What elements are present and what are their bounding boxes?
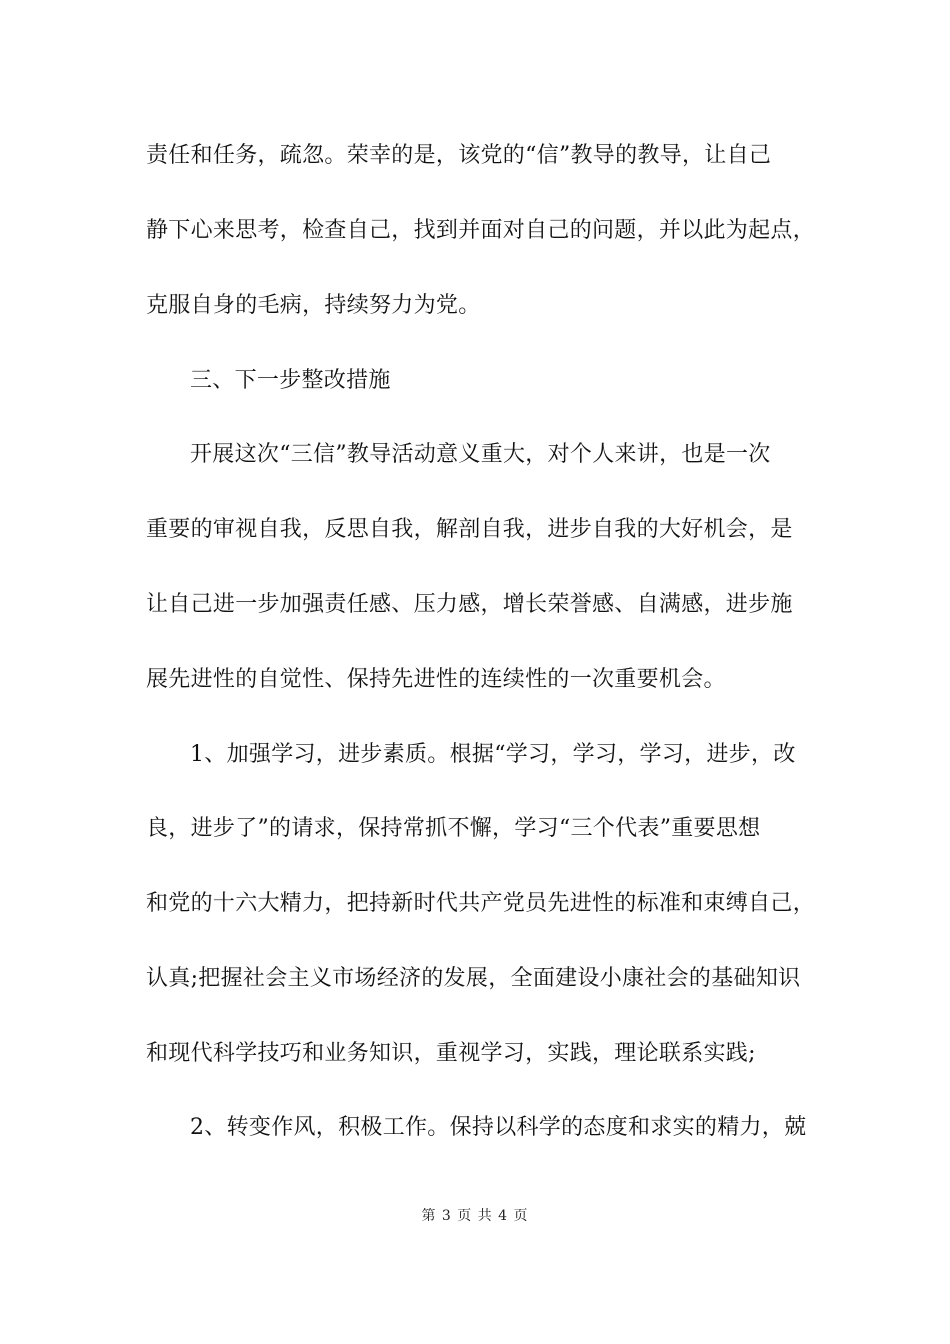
- body-text-line: 和党的十六大精力，把持新时代共产党员先进性的标准和束缚自己，: [146, 891, 816, 916]
- body-text-line: 克服自身的毛病，持续努力为党。: [146, 293, 481, 318]
- list-item-1: 1、加强学习，进步素质。根据“学习，学习，学习，进步，改: [190, 742, 796, 767]
- list-item-2: 2、转变作风，积极工作。保持以科学的态度和求实的精力，兢: [190, 1115, 807, 1140]
- body-text-line: 开展这次“三信”教导活动意义重大，对个人来讲，也是一次: [190, 442, 771, 467]
- body-text-line: 和现代科学技巧和业务知识，重视学习，实践，理论联系实践;: [146, 1041, 756, 1066]
- page-number-footer: 第 3 页 共 4 页: [421, 1208, 529, 1224]
- body-text-line: 重要的审视自我，反思自我，解剖自我，进步自我的大好机会，是: [146, 517, 793, 542]
- body-text-line: 让自己进一步加强责任感、压力感，增长荣誉感、自满感，进步施: [146, 592, 793, 617]
- body-text-line: 良，进步了”的请求，保持常抓不懈，学习“三个代表”重要思想: [146, 816, 761, 841]
- body-text-line: 责任和任务，疏忽。荣幸的是，该党的“信”教导的教导，让自己: [146, 143, 772, 168]
- body-text-line: 静下心来思考，检查自己，找到并面对自己的问题，并以此为起点，: [146, 218, 816, 243]
- body-text-line: 展先进性的自觉性、保持先进性的连续性的一次重要机会。: [146, 667, 726, 692]
- section-heading: 三、下一步整改措施: [190, 368, 391, 393]
- body-text-line: 认真;把握社会主义市场经济的发展，全面建设小康社会的基础知识: [146, 966, 801, 991]
